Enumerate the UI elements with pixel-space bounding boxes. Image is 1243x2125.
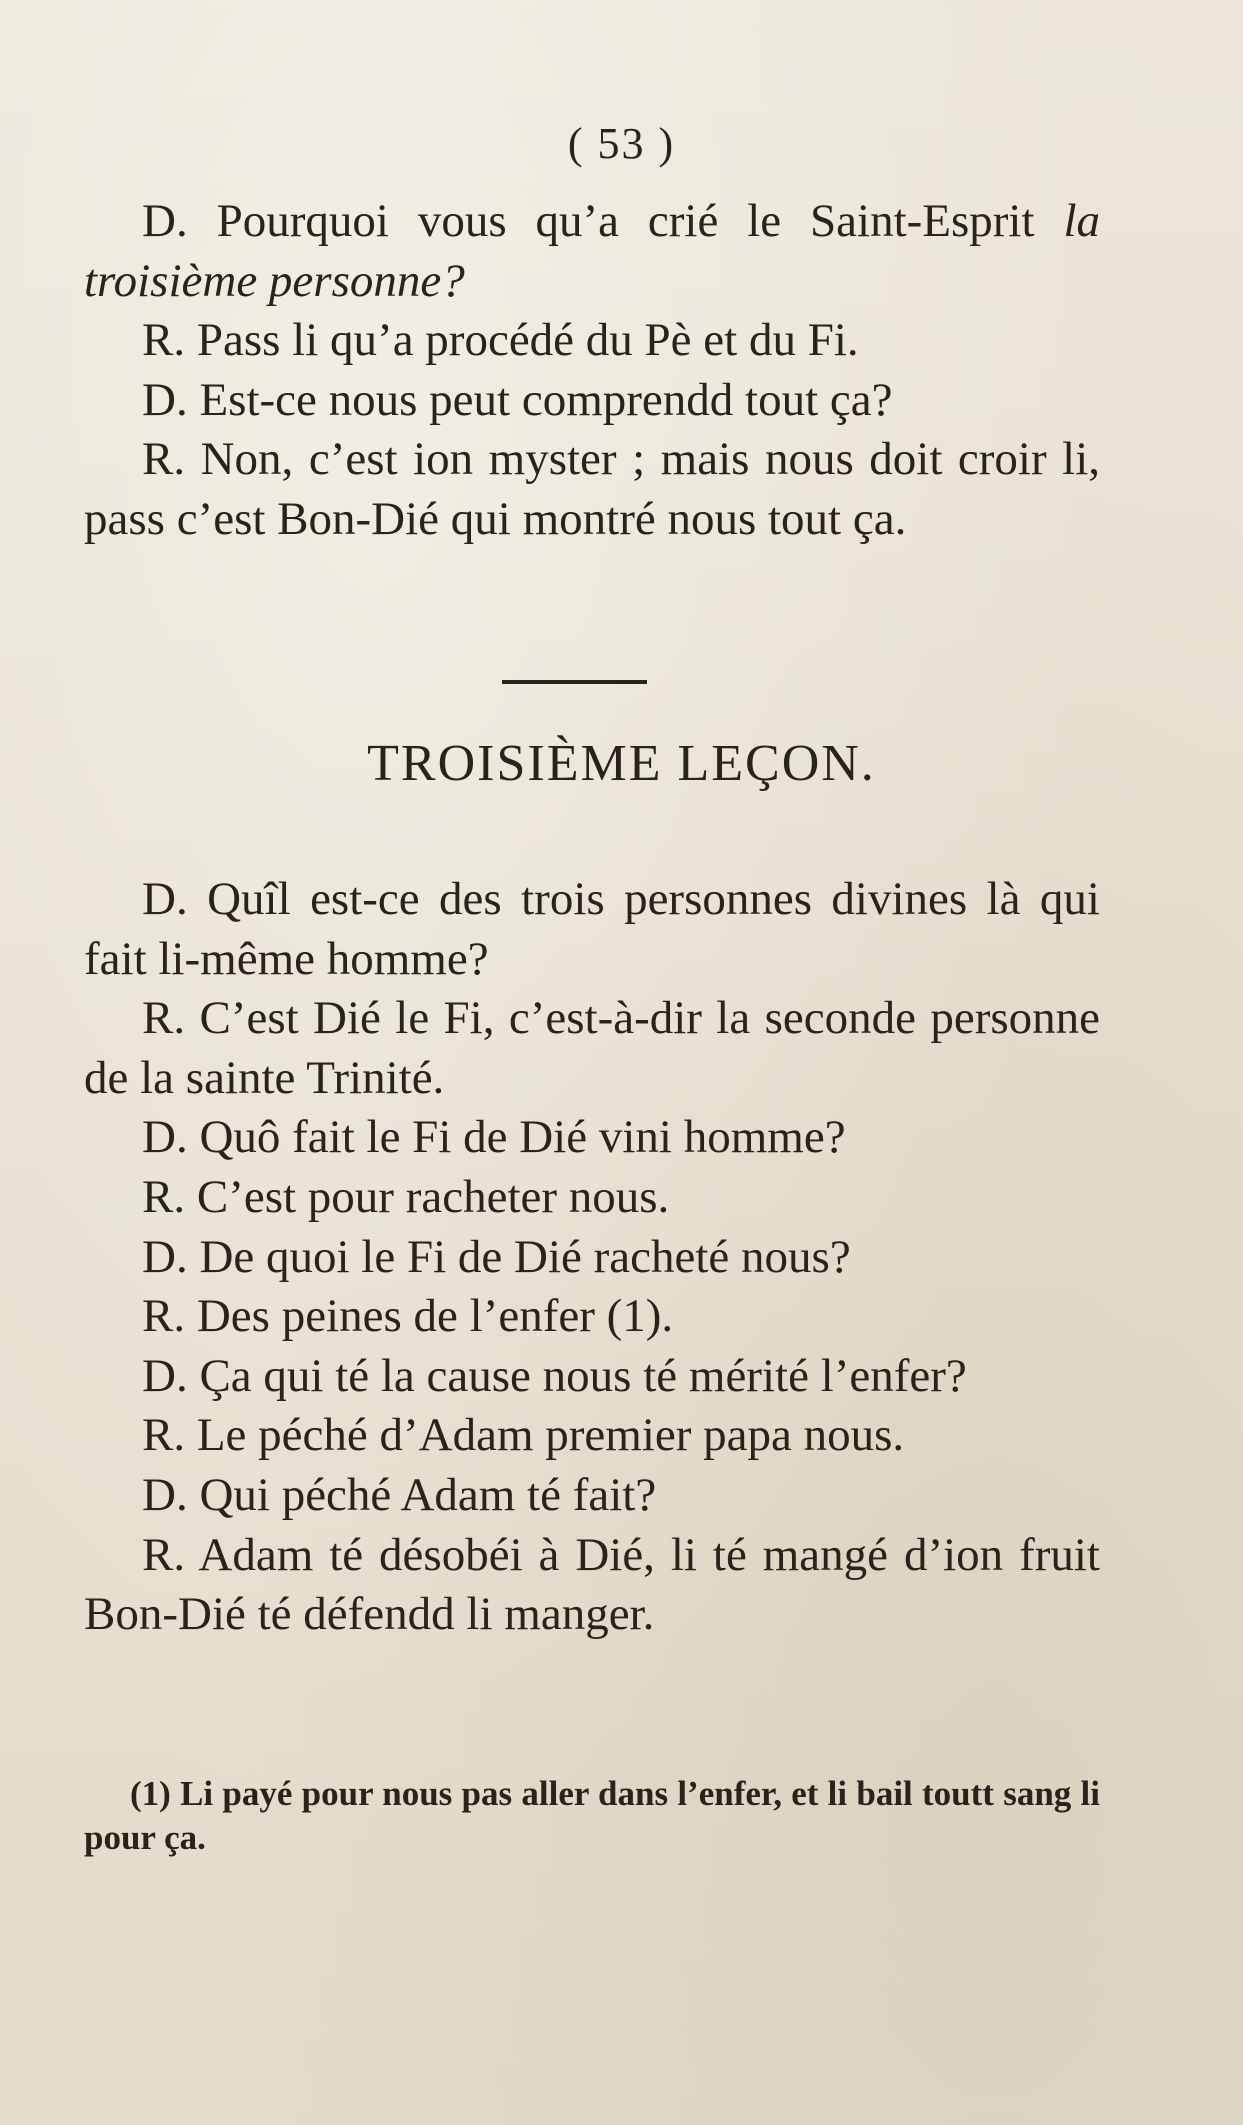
catechism-section-1: [84, 192, 1100, 550]
paragraph: [84, 311, 1100, 371]
paragraph-italic-text: la troisième personne?: [84, 195, 1100, 307]
paragraph: D. De quoi le Fi de Dié racheté nous?: [142, 1230, 851, 1283]
paragraph: R. Des peines de l’enfer (1).: [142, 1290, 674, 1343]
paragraph-text: D. Est-ce nous peut comprendd tout ça?: [142, 373, 893, 426]
page-number: ( 53 ): [567, 119, 676, 168]
paragraph: R. Adam té désobéi à Dié, li té mangé d’ion fruit Bon-Dié té défendd li manger.: [84, 1528, 1100, 1641]
paragraph: R. C’est Dié le Fi, c’est-à-dir la seconde personne de la sainte Trinité.: [84, 992, 1100, 1104]
paragraph: R. C’est pour racheter nous.: [142, 1170, 670, 1223]
section-heading: TROISIÈME LEÇON.: [367, 735, 876, 792]
catechism-section-2: [84, 870, 1100, 1645]
paragraph: D. Quô fait le Fi de Dié vini homme?: [142, 1111, 846, 1164]
paragraph: [84, 371, 1100, 431]
paragraph: D. Ça qui té la cause nous té mérité l’enfer?: [142, 1349, 967, 1402]
paragraph: [84, 430, 1100, 549]
paragraph-text: R. Non, c’est ion myster ; mais nous doit croir li, pass c’est Bon-Dié qui montré nous tout ça.: [84, 433, 1100, 545]
paragraph: D. Quîl est-ce des trois personnes divines là qui fait li-même homme?: [84, 873, 1100, 985]
footnote: (1) Li payé pour nous pas aller dans l’enfer, et li bail toutt sang li pour ça.: [84, 1774, 1100, 1857]
paragraph: D. Qui péché Adam té fait?: [142, 1468, 657, 1521]
paragraph-text: R. Pass li qu’a procédé du Pè et du Fi.: [142, 314, 859, 367]
paragraph: R. Le péché d’Adam premier papa nous.: [142, 1409, 905, 1462]
paragraph-text: D. Pourquoi vous qu’a crié le Saint-Esprit: [142, 195, 1064, 247]
paragraph: [84, 192, 1100, 311]
section-divider: [502, 680, 647, 684]
